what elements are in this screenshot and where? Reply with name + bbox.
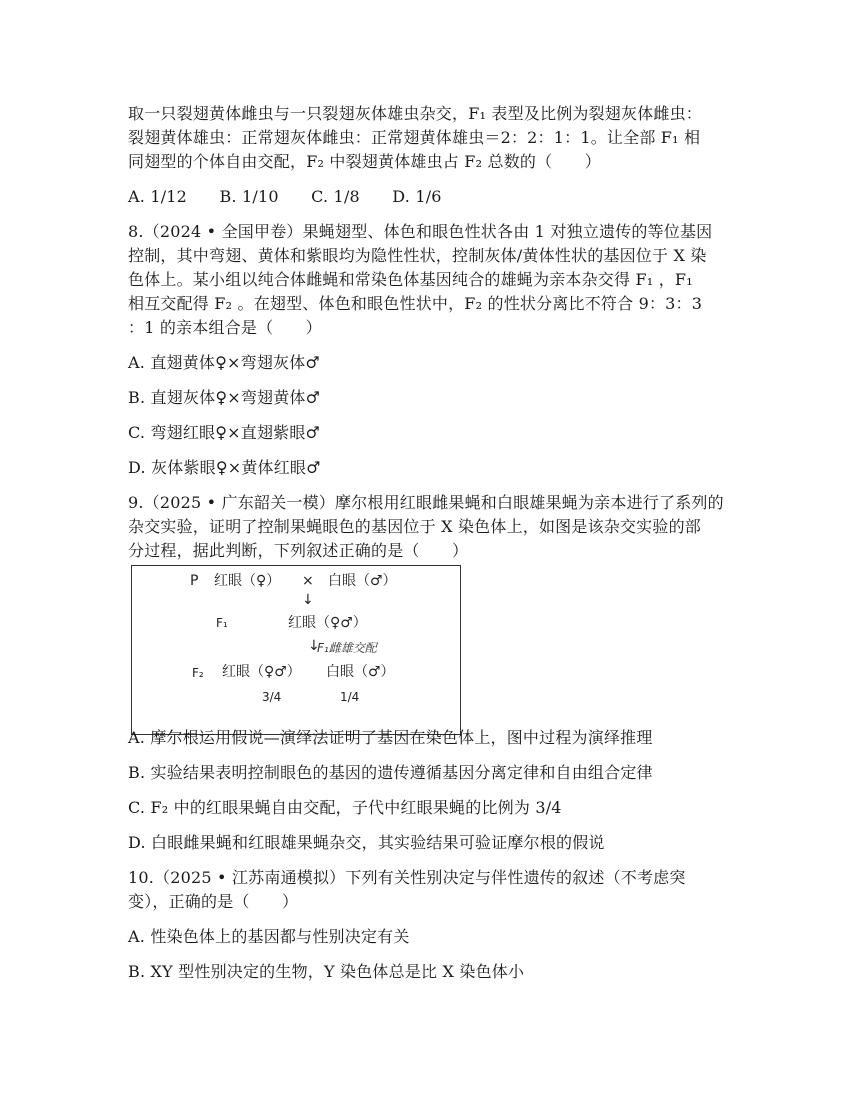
q8-text-line-5: ：1 的亲本组合是（ ） — [128, 318, 322, 337]
q9-option-d: D. 白眼雌果蝇和红眼雄果蝇杂交，其实验结果可验证摩尔根的假说 — [128, 833, 605, 852]
figure-arrow-down-2: ↓ — [308, 638, 320, 654]
q8-option-d: D. 灰体紫眼♀×黄体红眼♂ — [128, 458, 321, 477]
q8-text-line-2: 控制，其中弯翅、黄体和紫眼均为隐性性状，控制灰体/黄体性状的基因位于 X 染 — [128, 246, 707, 265]
q9-option-a: A. 摩尔根运用假说—演绎法证明了基因在染色体上，图中过程为演绎推理 — [128, 728, 653, 747]
figure-f2-red-eye: 红眼（♀♂） — [222, 664, 301, 680]
figure-f1-label: F₁ — [216, 616, 228, 630]
q10-text-line-1: 10.（2025 • 江苏南通模拟）下列有关性别决定与伴性遗传的叙述（不考虑突 — [128, 868, 686, 887]
figure-ratio-red: 3/4 — [262, 690, 282, 704]
q10-text-line-2: 变），正确的是（ ） — [128, 892, 299, 911]
q8-text-line-1: 8.（2024 • 全国甲卷）果蝇翅型、体色和眼色性状各由 1 对独立遗传的等位基因 — [128, 222, 713, 241]
q8-option-c: C. 弯翅红眼♀×直翅紫眼♂ — [128, 423, 321, 442]
figure-p-male: 白眼（♂） — [328, 573, 397, 589]
q8-text-line-4: 相互交配得 F₂ 。在翅型、体色和眼色性状中，F₂ 的性状分离比不符合 9：3：3 — [128, 294, 703, 313]
figure-p-female: 红眼（♀） — [214, 573, 281, 589]
figure-f2-label: F₂ — [192, 666, 204, 680]
q9-text-line-2: 杂交实验，证明了控制果蝇眼色的基因位于 X 染色体上，如图是该杂交实验的部 — [128, 517, 701, 536]
figure-f1-phenotype: 红眼（♀♂） — [288, 615, 367, 631]
figure-arrow-down-1: ↓ — [302, 592, 314, 608]
figure-p-label: P — [190, 573, 199, 589]
q9-option-b: B. 实验结果表明控制眼色的基因的遗传遵循基因分离定律和自由组合定律 — [128, 763, 653, 782]
q9-text-line-1: 9.（2025 • 广东韶关一模）摩尔根用红眼雌果蝇和白眼雄果蝇为亲本进行了系列的 — [128, 493, 724, 512]
figure-ratio-white: 1/4 — [340, 690, 360, 704]
q7-text-line-1: 取一只裂翅黄体雌虫与一只裂翅灰体雄虫杂交，F₁ 表型及比例为裂翅灰体雌虫： — [128, 104, 703, 123]
q7-options: A. 1/12 B. 1/10 C. 1/8 D. 1/6 — [128, 187, 442, 206]
figure-f2-white-eye: 白眼（♂） — [326, 664, 395, 680]
q10-option-a: A. 性染色体上的基因都与性别决定有关 — [128, 927, 410, 946]
q9-option-c: C. F₂ 中的红眼果蝇自由交配，子代中红眼果蝇的比例为 3/4 — [128, 798, 562, 817]
q10-option-b: B. XY 型性别决定的生物，Y 染色体总是比 X 染色体小 — [128, 962, 525, 981]
q8-text-line-3: 色体上。某小组以纯合体雌蝇和常染色体基因纯合的雄蝇为亲本杂交得 F₁ ，F₁ — [128, 270, 693, 289]
figure-cross-symbol: × — [302, 573, 314, 589]
cross-diagram-figure — [131, 565, 461, 735]
q8-option-b: B. 直翅灰体♀×弯翅黄体♂ — [128, 388, 321, 407]
q7-text-line-2: 裂翅黄体雄虫：正常翅灰体雌虫：正常翅黄体雄虫＝2：2：1：1。让全部 F₁ 相 — [128, 128, 701, 147]
figure-f1-cross-note: F₁雌雄交配 — [317, 641, 377, 655]
q7-text-line-3: 同翅型的个体自由交配，F₂ 中裂翅黄体雄虫占 F₂ 总数的（ ） — [128, 152, 601, 171]
q9-text-line-3: 分过程，据此判断，下列叙述正确的是（ ） — [128, 541, 469, 560]
q8-option-a: A. 直翅黄体♀×弯翅灰体♂ — [128, 353, 320, 372]
